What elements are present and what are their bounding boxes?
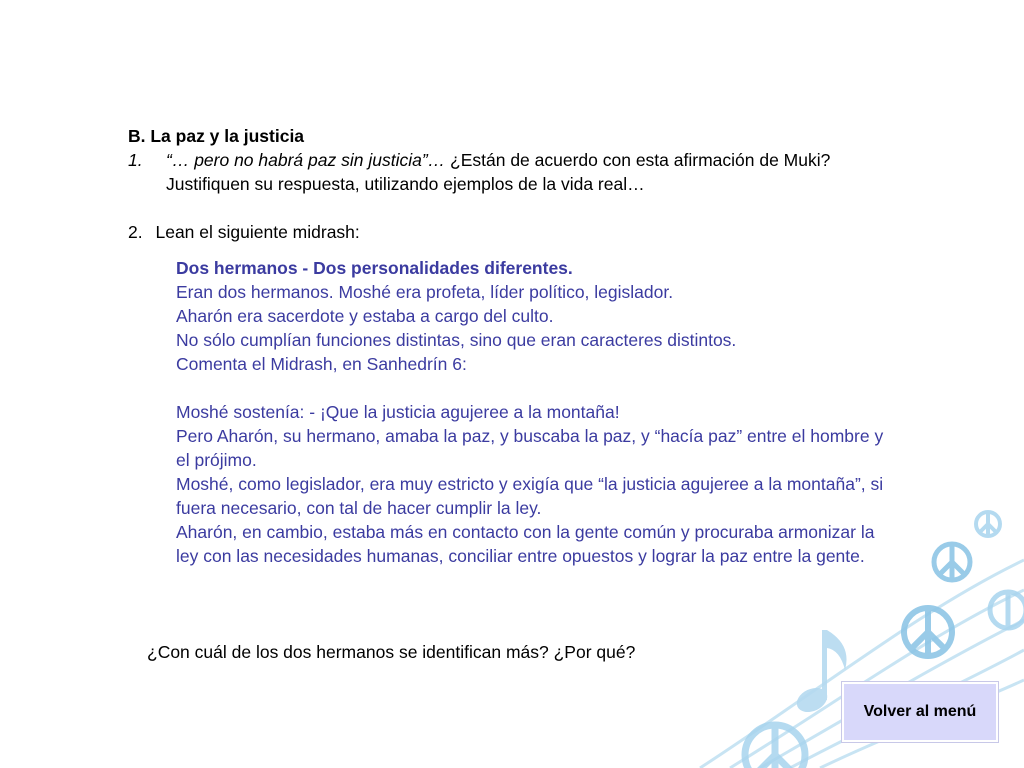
question-2	[128, 220, 888, 244]
back-to-menu-button[interactable]: Volver al menú	[842, 682, 998, 742]
midrash-line: Eran dos hermanos. Moshé era profeta, líder político, legislador.	[176, 282, 674, 302]
midrash-line: Comenta el Midrash, en Sanhedrín 6:	[176, 354, 467, 374]
spacer	[176, 376, 888, 400]
peace-symbol-icon	[745, 725, 805, 768]
peace-symbol-icon	[934, 544, 970, 580]
midrash-line: Aharón era sacerdote y estaba a cargo del culto.	[176, 306, 554, 326]
midrash-paragraph: Aharón, en cambio, estaba más en contacto con la gente común y procuraba armonizar la ley con las necesidades humanas, conciliar entre opuestos y lograr la paz entre la gente.	[176, 522, 875, 566]
midrash-paragraph: Moshé, como legislador, era muy estricto y exigía que “la justicia agujeree a la montaña”, si fuera necesario, con tal de hacer cumplir la ley.	[176, 474, 884, 518]
question-1-number: 1.	[128, 150, 143, 170]
peace-symbol-icon	[904, 608, 952, 656]
midrash-paragraph: Pero Aharón, su hermano, amaba la paz, y buscaba la paz, y “hacía paz” entre el hombre y el prójimo.	[176, 426, 884, 470]
midrash-line: No sólo cumplían funciones distintas, sino que eran caracteres distintos.	[176, 330, 737, 350]
midrash-block	[176, 256, 888, 568]
question-2-number: 2.	[128, 222, 143, 242]
midrash-title: Dos hermanos - Dos personalidades diferentes.	[176, 258, 573, 278]
content-area	[128, 124, 888, 568]
final-question: ¿Con cuál de los dos hermanos se identifican más? ¿Por qué?	[147, 642, 636, 662]
midrash-paragraph: Moshé sostenía: - ¡Que la justicia agujeree a la montaña!	[176, 402, 620, 422]
peace-symbol-icon	[990, 592, 1024, 628]
peace-symbol-icon	[976, 512, 1000, 536]
question-1	[128, 148, 888, 196]
question-2-text: Lean el siguiente midrash:	[155, 222, 360, 242]
question-1-quote: “… pero no habrá paz sin justicia”…	[166, 150, 446, 170]
question-1-text: ¿Están de acuerdo con esta afirmación de Muki? Justifiquen su respuesta, utilizando ejemplos de la vida real…	[166, 150, 831, 194]
section-title: B. La paz y la justicia	[128, 126, 305, 146]
